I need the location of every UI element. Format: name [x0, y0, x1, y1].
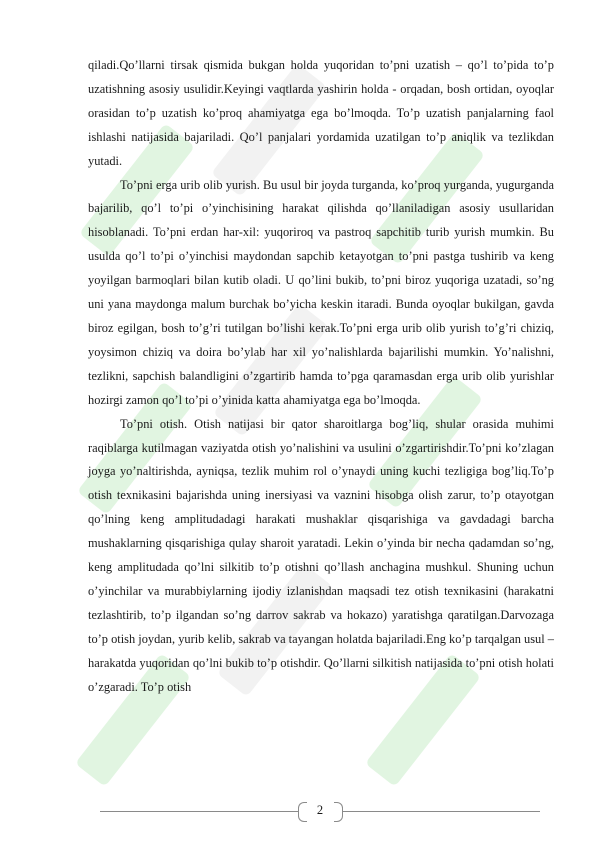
footer-rule-left	[100, 811, 298, 812]
page-footer	[100, 800, 540, 824]
footer-bracket-right	[334, 802, 343, 822]
paragraph-1: qiladi.Qo’llarni tirsak qismida bukgan holda yuqoridan to’pni uzatish – qo’l to’pida to’p uzatishning asosiy usulidir.Keyingi vaqtlarda yashirin holda - orqadan, bosh ortidan, oyoqlar orasidan to’p uzatish ko’proq ahamiyatga ega bo’lmoqda. To’p uzatish panjalarning faol ishlashi natijasida bajariladi. Qo’l panjalari yordamida uzatilgan to’p aniqlik va tezlikdan yutadi.	[88, 58, 554, 168]
footer-rule-right	[342, 811, 540, 812]
paragraph-2: To’pni erga urib olib yurish. Bu usul bir joyda turganda, ko’proq yurganda, yugurganda bajarilib, qo’l to’pi o’yinchisining harakat qilishda qo’llaniladigan asosiy usullaridan hisoblanadi. To’pni erdan har-xil: yuqoriroq va pastroq sapchitib turib yurish mumkin. Bu usulda qo’l to’pi o’yinchisi maydondan sapchib ketayotgan to’pni pastga tushirib va keng yoyilgan barmoqlari bilan kutib oladi. U qo’lini bukib, to’pni biroz yuqoriga uzatadi, so’ng uni yana maydonga malum burchak bo’yicha keskin itaradi. Bunda oyoqlar bukilgan, gavda biroz egilgan, bosh to’g’ri tutilgan bo’lishi kerak.To’pni erga urib olib yurish to’g’ri chiziq, yoysimon chiziq va doira bo’ylab har xil yo’nalishlarda bajarilishi mumkin. Yo’nalishni, tezlikni, sapchish balandligini o’zgartirib hamda to’pga qaramasdan erga urib olib yurishlar hozirgi zamon qo’l to’pi o’yinida katta ahamiyatga ega bo’lmoqda.	[88, 177, 554, 407]
document-body	[88, 54, 554, 699]
paragraph-3: To’pni otish. Otish natijasi bir qator sharoitlarga bog’liq, shular orasida muhimi raqiblarga kutilmagan vaziyatda otish yo’nalishini va usulini o’zgartirishdir.To’pni ko’zlagan joyga yo’naltirishda, ayniqsa, tezlik muhim rol o’ynaydi uning kuchi tezligiga bog’liq.To’p otish texnikasini bajarishda uning inersiyasi va vaznini hisobga olish zarur, to’p otayotgan qo’lning keng amplitudadagi harakati mushaklar qisqarishiga va gavdadagi barcha mushaklarning qisqarishiga qulay sharoit yaratadi. Lekin o’yinda bir necha qadamdan so’ng, keng amplitudada qo’lni silkitib to’p otishni qo’llash anchagina mushkul. Shuning uchun o’yinchilar va murabbiylarning ijodiy izlanishdan maqsadi tez otish texnikasini (harakatni tezlashtirib, to’p ilgandan so’ng darrov sakrab va hokazo) yaratishga qaratilgan.Darvozaga to’p otish joydan, yurib kelib, sakrab va tayangan holatda bajariladi.Eng ko’p tarqalgan usul – harakatda yuqoridan qo’lni bukib to’p otishdir. Qo’llarni silkitish natijasida to’pni otish holati o’zgaradi. To’p otish	[88, 416, 554, 694]
page-number: 2	[316, 803, 324, 817]
